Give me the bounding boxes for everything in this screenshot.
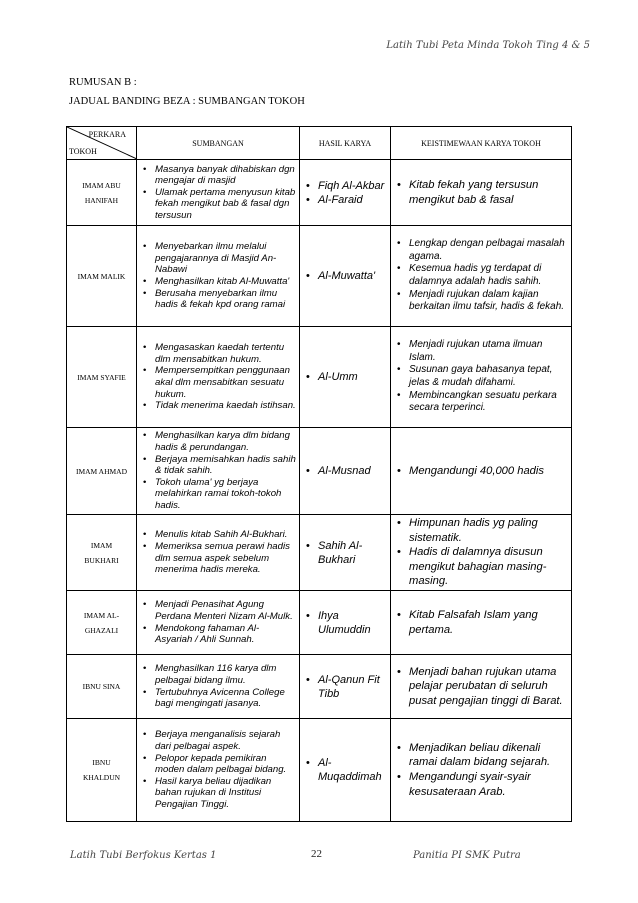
list-item: • Mengandungi 40,000 hadis xyxy=(394,464,568,479)
table-row xyxy=(67,655,572,719)
hasil-karya-cell xyxy=(300,655,391,719)
list-item: • Ulamak pertama menyusun kitab fekah mengikut bab & fasal dgn tersusun xyxy=(140,187,296,222)
list-item: • Menjadi Penasihat Agung Perdana Menteri Nizam Al-Mulk. xyxy=(140,599,296,622)
list-item: • Al-Faraid xyxy=(303,193,387,207)
list-item: • Menjadikan beliau dikenali ramai dalam bidang sejarah. xyxy=(394,741,568,770)
hasil-karya-cell xyxy=(300,591,391,655)
table-caption: JADUAL BANDING BEZA : SUMBANGAN TOKOH xyxy=(69,96,305,107)
scholar-name xyxy=(67,719,137,822)
keistimewaan-cell xyxy=(391,226,572,327)
list-item: • Al-Muqaddimah xyxy=(303,756,387,784)
sumbangan-cell xyxy=(137,719,300,822)
sumbangan-cell xyxy=(137,226,300,327)
list-item: • Al-Muwatta' xyxy=(303,269,387,283)
list-item: • Masanya banyak dihabiskan dgn mengajar di masjid xyxy=(140,164,296,187)
sumbangan-cell xyxy=(137,160,300,226)
list-item: • Hadis di dalamnya disusun mengikut bahagian masing-masing. xyxy=(394,545,568,589)
list-item: • Berusaha menyebarkan ilmu hadis & fekah kpd orang ramai xyxy=(140,288,296,311)
sumbangan-cell xyxy=(137,327,300,428)
name-line: IMAM ABU xyxy=(82,180,121,190)
table-header-row xyxy=(67,127,572,160)
list-item: • Kitab fekah yang tersusun mengikut bab & fasal xyxy=(394,178,568,207)
table-row xyxy=(67,591,572,655)
name-line: IMAM xyxy=(90,540,113,550)
name-line: KHALDUN xyxy=(82,773,121,782)
keistimewaan-cell xyxy=(391,719,572,822)
list-item: • Menyebarkan ilmu melalui pengajarannya di Masjid An-Nabawi xyxy=(140,241,296,276)
scholar-name xyxy=(67,428,137,515)
list-item: • Ihya Ulumuddin xyxy=(303,609,387,637)
list-item: • Fiqh Al-Akbar xyxy=(303,179,387,193)
running-header: Latih Tubi Peta Minda Tokoh Ting 4 & 5 xyxy=(386,40,590,51)
list-item: • Kesemua hadis yg terdapat di dalamnya adalah hadis sahih. xyxy=(394,263,568,288)
table-row xyxy=(67,327,572,428)
list-item: • Tidak menerima kaedah istihsan. xyxy=(140,400,296,412)
name-line: HANIFAH xyxy=(84,195,119,205)
hasil-karya-cell xyxy=(300,515,391,591)
keistimewaan-cell xyxy=(391,655,572,719)
list-item: • Al-Musnad xyxy=(303,464,387,478)
table-body xyxy=(67,160,572,822)
col-header-sumbangan: SUMBANGAN xyxy=(137,127,300,160)
sumbangan-cell xyxy=(137,428,300,515)
hasil-karya-cell xyxy=(300,226,391,327)
sumbangan-cell xyxy=(137,515,300,591)
list-item: • Lengkap dengan pelbagai masalah agama. xyxy=(394,238,568,263)
list-item: • Menulis kitab Sahih Al-Bukhari. xyxy=(140,529,296,541)
tokoh-label: TOKOH xyxy=(69,147,97,156)
list-item: • Menghasilkan karya dlm bidang hadis & perundangan. xyxy=(140,430,296,453)
hasil-karya-cell xyxy=(300,327,391,428)
list-item: • Menjadi rujukan dalam kajian berkaitan ilmu tafsir, hadis & fekah. xyxy=(394,289,568,314)
list-item: • Kitab Falsafah Islam yang pertama. xyxy=(394,608,568,637)
table-row xyxy=(67,428,572,515)
list-item: • Sahih Al-Bukhari xyxy=(303,539,387,567)
hasil-karya-cell xyxy=(300,160,391,226)
perkara-label: PERKARA xyxy=(88,130,126,139)
col-header-hasil-karya: HASIL KARYA xyxy=(300,127,391,160)
name-line: IMAM SYAFIE xyxy=(77,372,126,382)
keistimewaan-cell xyxy=(391,428,572,515)
footer-left: Latih Tubi Berfokus Kertas 1 xyxy=(70,850,217,861)
table-row xyxy=(67,226,572,327)
list-item: • Memeriksa semua perawi hadis dlm semua aspek sebelum menerima hadis mereka. xyxy=(140,541,296,576)
scholar-name xyxy=(67,327,137,428)
comparison-table xyxy=(66,126,572,822)
list-item: • Tertubuhnya Avicenna College bagi mengingati jasanya. xyxy=(140,687,296,710)
hasil-karya-cell xyxy=(300,428,391,515)
list-item: • Himpunan hadis yg paling sistematik. xyxy=(394,516,568,545)
list-item: • Menghasilkan 116 karya dlm pelbagai bidang ilmu. xyxy=(140,663,296,686)
list-item: • Membincangkan sesuatu perkara secara terperinci. xyxy=(394,390,568,415)
name-line: IMAM AL- xyxy=(83,610,120,620)
list-item: • Susunan gaya bahasanya tepat, jelas & mudah difahami. xyxy=(394,364,568,389)
scholar-name xyxy=(67,515,137,591)
keistimewaan-cell xyxy=(391,515,572,591)
list-item: • Al-Umm xyxy=(303,370,387,384)
list-item: • Menghasilkan kitab Al-Muwatta' xyxy=(140,276,296,288)
list-item: • Berjaya menganalisis sejarah dari pelbagai aspek. xyxy=(140,729,296,752)
scholar-name xyxy=(67,591,137,655)
list-item: • Hasil karya beliau dijadikan bahan rujukan di Institusi Pengajian Tinggi. xyxy=(140,776,296,811)
list-item: • Mendokong fahaman Al-Asyariah / Ahli Sunnah. xyxy=(140,623,296,646)
name-line: IBNU xyxy=(92,758,111,767)
footer-right: Panitia PI SMK Putra xyxy=(413,850,521,861)
name-line: IMAM MALIK xyxy=(77,271,126,281)
table-row xyxy=(67,160,572,226)
keistimewaan-cell xyxy=(391,160,572,226)
section-label: RUMUSAN B : xyxy=(69,77,137,88)
keistimewaan-cell xyxy=(391,591,572,655)
sumbangan-cell xyxy=(137,591,300,655)
name-line: BUKHARI xyxy=(84,555,119,565)
list-item: • Berjaya memisahkan hadis sahih & tidak sahih. xyxy=(140,454,296,477)
page-number: 22 xyxy=(311,848,322,860)
list-item: • Pelopor kepada pemikiran moden dalam pelbagai bidang. xyxy=(140,753,296,776)
list-item: • Al-Qanun Fit Tibb xyxy=(303,673,387,701)
table-row xyxy=(67,719,572,822)
list-item: • Menjadi rujukan utama ilmuan Islam. xyxy=(394,339,568,364)
list-item: • Menjadi bahan rujukan utama pelajar perubatan di seluruh pusat pengajian tinggi di Barat. xyxy=(394,665,568,709)
name-line: GHAZALI xyxy=(84,625,119,635)
list-item: • Mengandungi syair-syair kesusateraan Arab. xyxy=(394,770,568,799)
scholar-name xyxy=(67,226,137,327)
name-line: IMAM AHMAD xyxy=(75,466,128,476)
scholar-name xyxy=(67,160,137,226)
list-item: • Mengasaskan kaedah tertentu dlm mensabitkan hukum. xyxy=(140,342,296,365)
corner-header xyxy=(67,127,137,160)
hasil-karya-cell xyxy=(300,719,391,822)
table-row xyxy=(67,515,572,591)
col-header-keistimewaan: KEISTIMEWAAN KARYA TOKOH xyxy=(391,127,572,160)
name-line: IBNU SINA xyxy=(82,682,121,691)
scholar-name xyxy=(67,655,137,719)
list-item: • Tokoh ulama' yg berjaya melahirkan ramai tokoh-tokoh hadis. xyxy=(140,477,296,512)
keistimewaan-cell xyxy=(391,327,572,428)
list-item: • Mempersempitkan penggunaan akal dlm mensabitkan sesuatu hukum. xyxy=(140,365,296,400)
sumbangan-cell xyxy=(137,655,300,719)
